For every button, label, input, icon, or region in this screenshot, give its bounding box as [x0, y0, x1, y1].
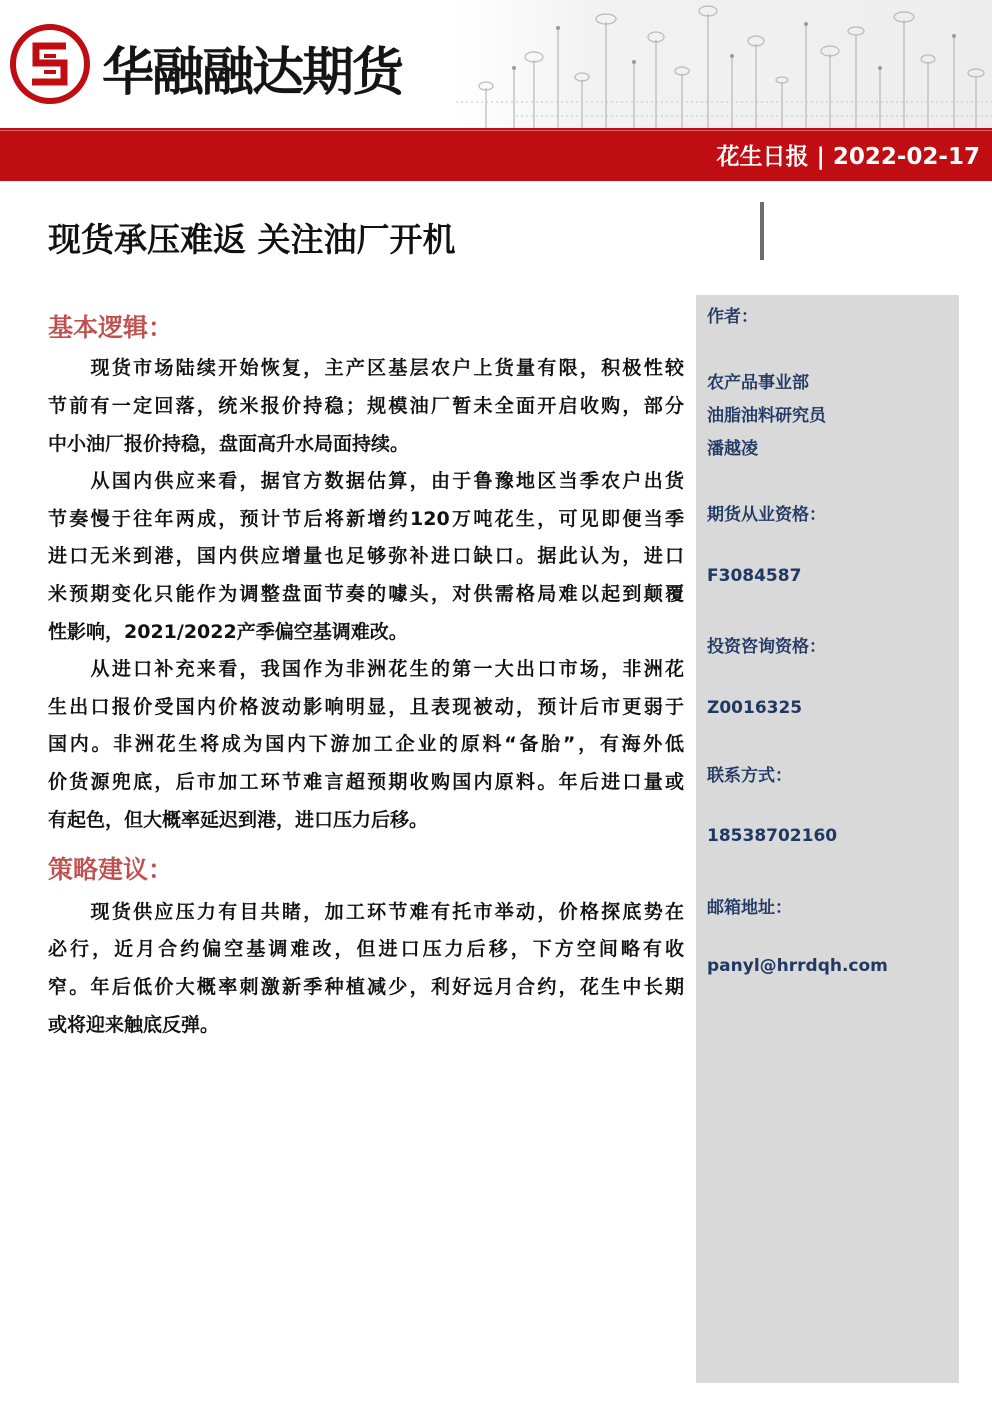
contact-phone: 18538702160 — [707, 826, 838, 846]
author-position: 油脂油料研究员 — [707, 406, 826, 426]
body-line: 节前有一定回落，统米报价持稳；规模油厂暂未全面开启收购，部分 — [48, 395, 684, 417]
email-address[interactable]: panyl@hrrdqh.com — [707, 956, 888, 976]
body-line: 生出口报价受国内价格波动影响明显，且表现被动，预计后市更弱于 — [48, 696, 684, 718]
author-name: 潘越凌 — [707, 439, 758, 459]
header-decoration — [456, 0, 992, 128]
body-line: 中小油厂报价持稳，盘面高升水局面持续。 — [48, 433, 410, 455]
brand-name: 华融融达期货 — [102, 42, 403, 103]
body-line: 现货供应压力有目共睹，加工环节难有托市举动，价格探底势在 — [48, 901, 684, 923]
company-logo-icon — [10, 24, 90, 104]
section-heading-strategy: 策略建议： — [48, 855, 174, 884]
body-line: 有起色，但大概率延迟到港，进口压力后移。 — [48, 809, 429, 831]
body-line: 国内。非洲花生将成为国内下游加工企业的原料“备胎”，有海外低 — [48, 733, 684, 755]
futures-qualification-label: 期货从业资格： — [707, 505, 826, 525]
body-line: 从国内供应来看，据官方数据估算，由于鲁豫地区当季农户出货 — [48, 470, 684, 492]
body-line: 性影响，2021/2022产季偏空基调难改。 — [48, 621, 408, 643]
body-line: 必行，近月合约偏空基调难改，但进口压力后移，下方空间略有收 — [48, 938, 684, 960]
email-label: 邮箱地址： — [707, 898, 792, 918]
section-heading-logic: 基本逻辑： — [48, 313, 174, 342]
report-title: 现货承压难返 关注油厂开机 — [48, 220, 456, 259]
body-line: 价货源兜底，后市加工环节难言超预期收购国内原料。年后进口量或 — [48, 771, 684, 793]
body-line: 进口无米到港，国内供应增量也足够弥补进口缺口。据此认为，进口 — [48, 545, 684, 567]
author-department: 农产品事业部 — [707, 373, 809, 393]
contact-label: 联系方式： — [707, 766, 792, 786]
futures-qualification-number: F3084587 — [707, 566, 802, 586]
report-type-date: 花生日报 | 2022-02-17 — [716, 144, 980, 170]
body-line: 从进口补充来看，我国作为非洲花生的第一大出口市场，非洲花 — [48, 658, 684, 680]
header-band-highlight — [0, 130, 992, 131]
body-line: 或将迎来触底反弹。 — [48, 1014, 220, 1036]
body-line: 现货市场陆续开始恢复，主产区基层农户上货量有限，积极性较 — [48, 357, 684, 379]
investment-qualification-label: 投资咨询资格： — [707, 637, 826, 657]
body-line: 米预期变化只能作为调整盘面节奏的噱头，对供需格局难以起到颠覆 — [48, 583, 684, 605]
title-divider — [760, 202, 764, 260]
body-line: 节奏慢于往年两成，预计节后将新增约120万吨花生，可见即便当季 — [48, 508, 684, 530]
author-label: 作者： — [707, 307, 758, 327]
body-line: 窄。年后低价大概率刺激新季种植减少，利好远月合约，花生中长期 — [48, 976, 684, 998]
investment-qualification-number: Z0016325 — [707, 698, 803, 718]
